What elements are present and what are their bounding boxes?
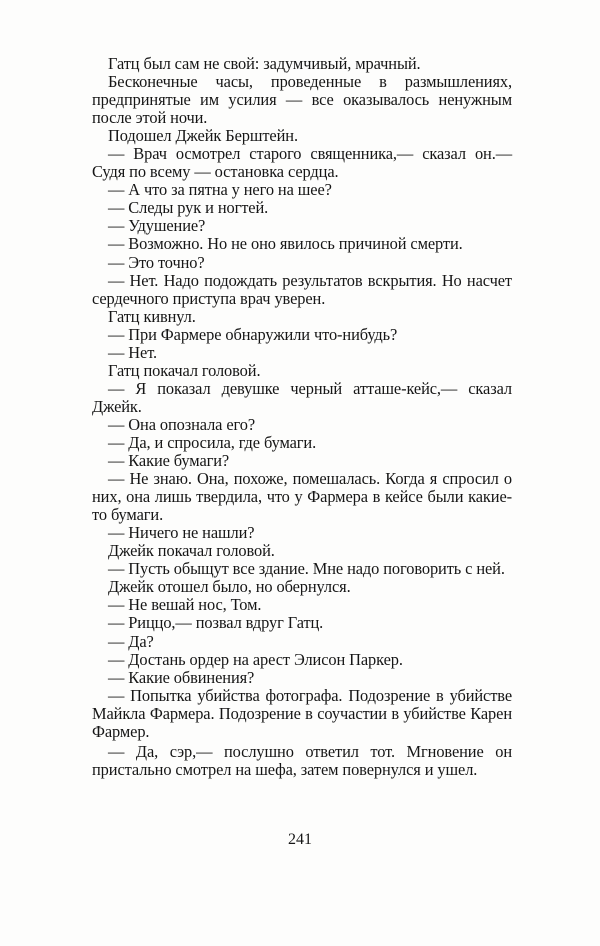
paragraph: — Следы рук и ногтей. [108,198,269,218]
paragraph: — Не знаю. Она, похоже, помешалась. Когда я спросил о них, она лишь твердила, что у Фармера в кейсе были какие-то бумаги. [92,469,512,525]
paragraph: — Достань ордер на арест Элисон Паркер. [108,649,403,669]
paragraph: Гатц был сам не свой: задумчивый, мрачный. [108,54,421,73]
paragraph: — Какие бумаги? [108,451,230,471]
paragraph: Гатц покачал головой. [108,360,261,380]
paragraph: — Она опознала его? [108,414,256,434]
paragraph: — Да, и спросила, где бумаги. [108,432,317,452]
paragraph: — Врач осмотрел старого священника,— сказал он.— Судя по всему — остановка сердца. [92,144,512,182]
paragraph: — Возможно. Но не оно явилось причиной смерти. [108,234,463,254]
paragraph: — Риццо,— позвал вдруг Гатц. [108,613,324,633]
page-number: 241 [288,831,312,848]
paragraph: — Удушение? [108,216,206,236]
paragraph: — Попытка убийства фотографа. Подозрение в убийстве Майкла Фармера. Подозрение в соучастии в убийстве Карен Фармер. [92,685,512,741]
paragraph: — При Фармере обнаружили что-нибудь? [108,324,398,344]
body-text [92,55,512,779]
paragraph: Бесконечные часы, проведенные в размышлениях, предпринятые им усилия — все оказывалось ненужным после этой ночи. [92,72,512,128]
paragraph: — Ничего не нашли? [108,523,255,543]
paragraph: — Да? [108,631,154,651]
paragraph: — А что за пятна у него на шее? [108,180,332,200]
paragraph: — Не вешай нос, Том. [108,595,262,615]
paragraph: Джейк покачал головой. [108,541,275,561]
paragraph: — Я показал девушке черный атташе-кейс,— сказал Джейк. [92,378,512,416]
paragraph: — Это точно? [108,252,205,272]
paragraph: — Какие обвинения? [108,667,255,687]
paragraph: Подошел Джейк Берштейн. [108,126,298,146]
paragraph: — Нет. [108,342,158,362]
paragraph: — Пусть обыщут все здание. Мне надо поговорить с ней. [108,559,505,579]
paragraph: — Нет. Надо подождать результатов вскрытия. Но насчет сердечного приступа врач уверен. [92,270,512,308]
paragraph: Джейк отошел было, но обернулся. [108,577,351,597]
paragraph: — Да, сэр,— послушно ответил тот. Мгновение он пристально смотрел на шефа, затем повернулся и ушел. [92,741,512,779]
paragraph: Гатц кивнул. [108,306,196,326]
